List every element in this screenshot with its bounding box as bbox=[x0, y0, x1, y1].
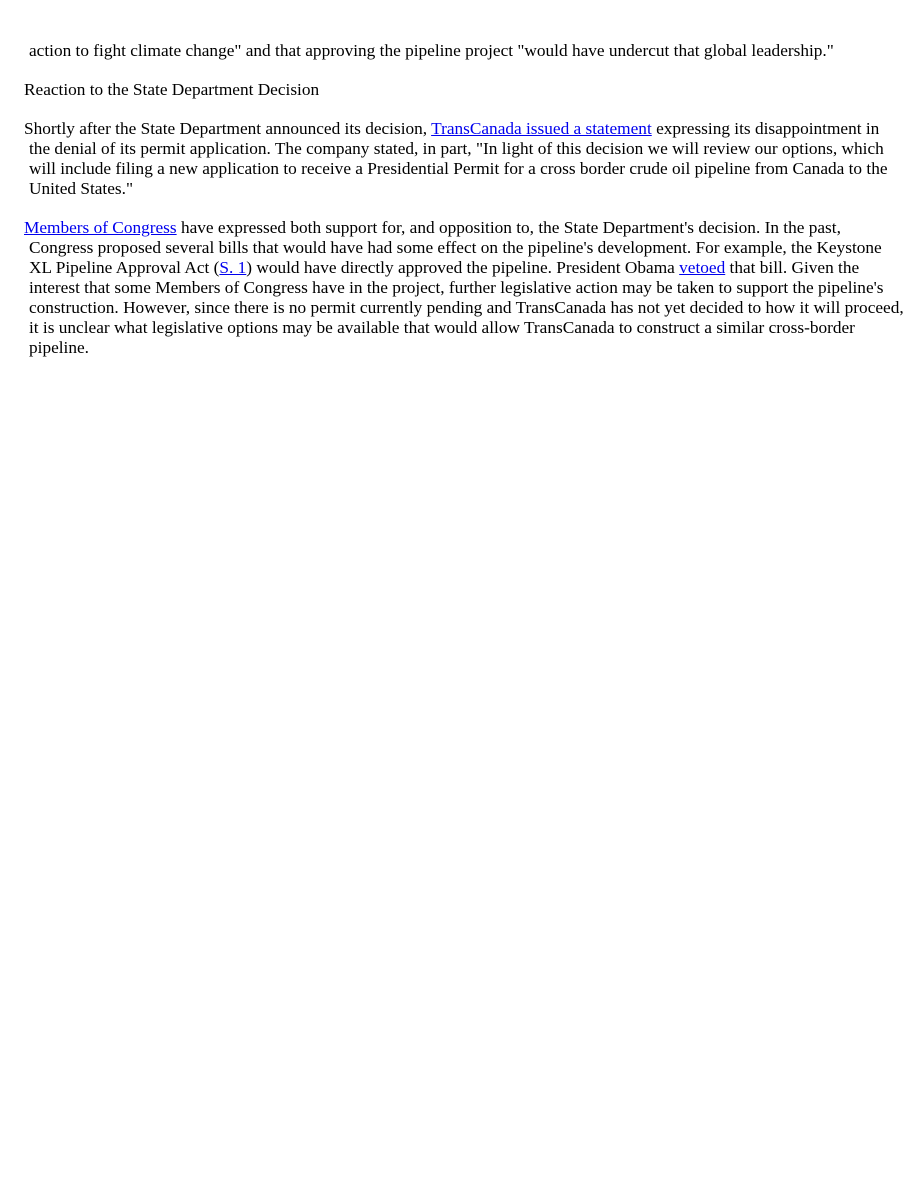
paragraph-text: expressing its disappointment in the denial of its permit application. The company stated, in part, "In light of this decision we will review our options, which will include filing a new application to receive a Presidential Permit for a cross border crude oil pipeline from Canada to the United States." bbox=[29, 119, 888, 198]
paragraph-congress-reaction bbox=[24, 218, 904, 358]
paragraph-text: Shortly after the State Department announced its decision, bbox=[24, 119, 432, 138]
section-heading: Reaction to the State Department Decision bbox=[24, 80, 320, 99]
paragraph-text: ) would have directly approved the pipeline. President Obama bbox=[246, 258, 680, 277]
paragraph-transcanada-statement bbox=[24, 119, 904, 199]
fragment-paragraph bbox=[24, 41, 904, 61]
fragment-text: action to fight climate change" and that approving the pipeline project "would have undercut that global leadership." bbox=[29, 41, 834, 60]
document-body bbox=[24, 41, 904, 358]
vetoed-link[interactable]: vetoed bbox=[679, 258, 726, 277]
paragraph-text: have expressed both support for, and opposition to, the State Department's decision. In the past, Congress proposed several bills that would have had some effect on the pipeline's development. For example, the Keystone XL Pipeline Approval Act ( bbox=[29, 218, 882, 277]
paragraph-gap bbox=[24, 100, 904, 119]
paragraph-gap bbox=[24, 199, 904, 218]
paragraph-text: that bill. Given the interest that some Members of Congress have in the project, further legislative action may be taken to support the pipeline's construction. However, since there is no permit currently pending and TransCanada has not yet decided to how it will proceed, it is unclear what legislative options may be available that would allow TransCanada to construct a similar cross-border pipeline. bbox=[29, 258, 904, 357]
transcanada-statement-link[interactable]: TransCanada issued a statement bbox=[431, 119, 652, 138]
paragraph-gap bbox=[24, 61, 904, 80]
s1-bill-link[interactable]: S. 1 bbox=[219, 258, 247, 277]
members-of-congress-link[interactable]: Members of Congress bbox=[24, 218, 177, 237]
